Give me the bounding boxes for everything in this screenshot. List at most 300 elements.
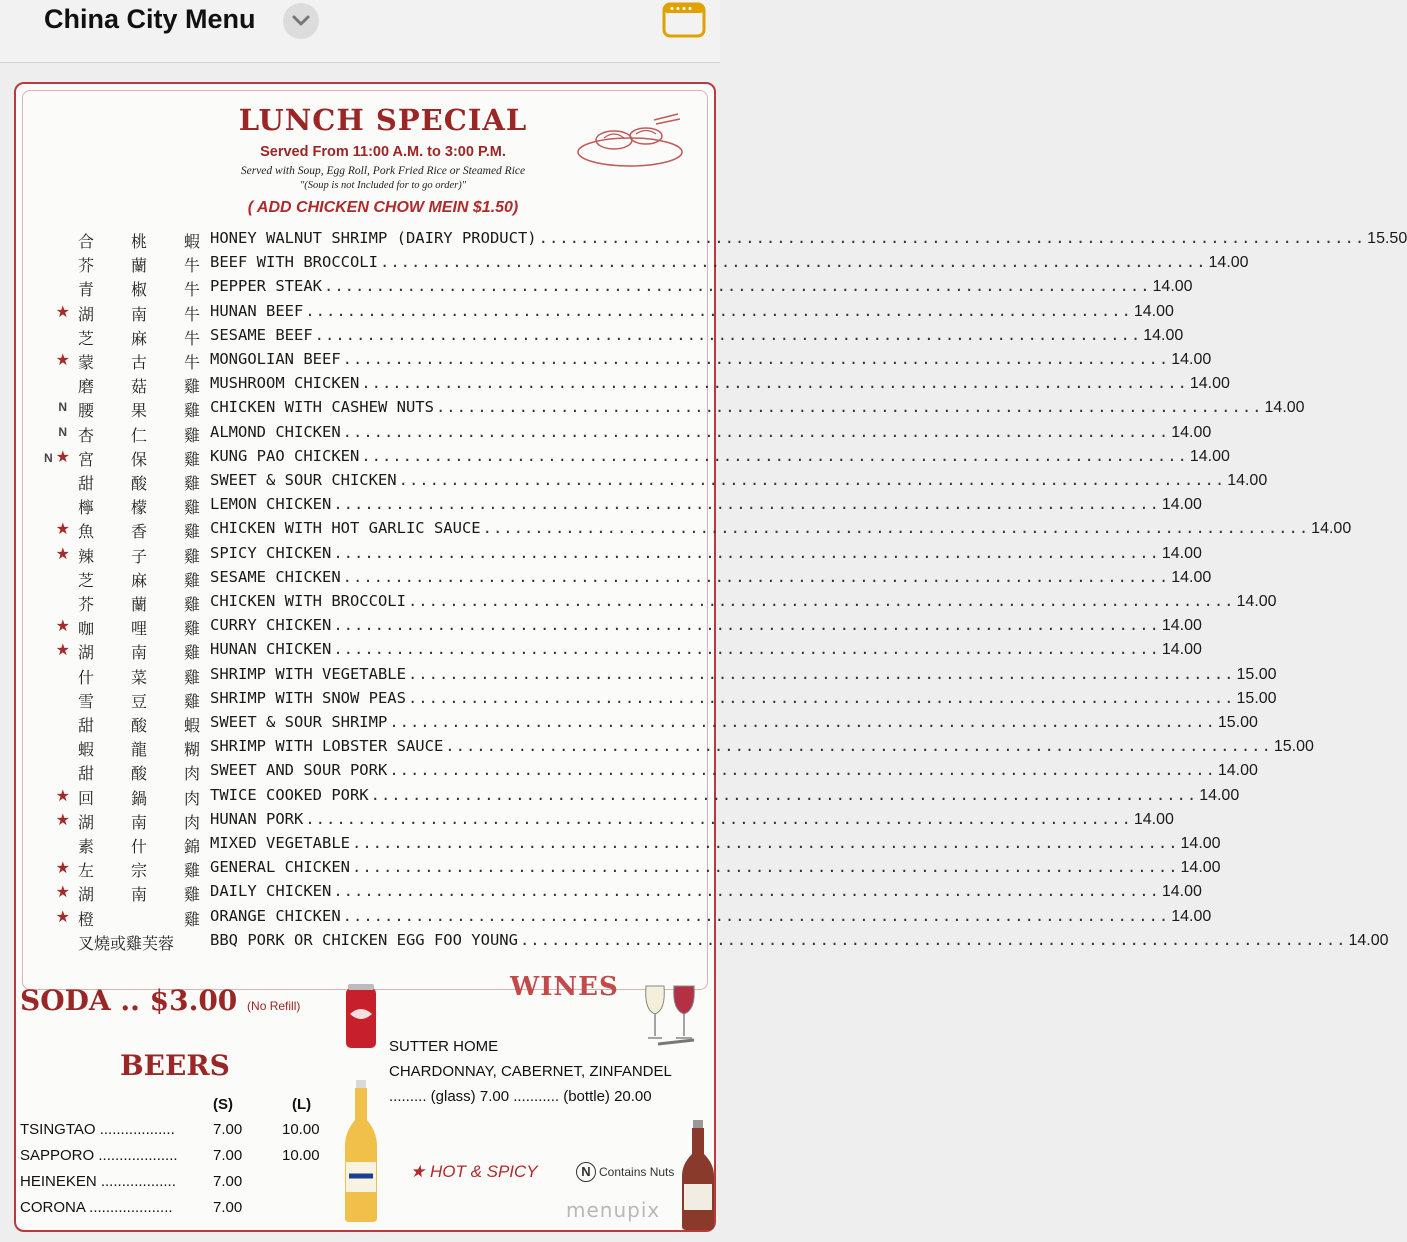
beer-large-price: 10.00 (282, 1147, 320, 1164)
item-price: 14.00 (1143, 326, 1184, 344)
hot-spicy-star-icon: ★ (55, 618, 70, 636)
chinese-char: 甜 (78, 716, 95, 735)
leader-dots: ................................................................................ (333, 640, 1160, 659)
soda-can-icon (344, 984, 378, 1050)
menu-item-row (0, 277, 1193, 301)
item-name: MUSHROOM CHICKEN (210, 374, 360, 393)
app-header (0, 0, 720, 63)
hot-spicy-star-icon: ★ (55, 642, 70, 660)
dining-illustration-icon (574, 110, 686, 170)
item-marker (22, 423, 70, 441)
chinese-char: 龍 (130, 740, 147, 760)
leader-dots: ................................................................................ (407, 592, 1235, 610)
item-price: 14.00 (1189, 375, 1230, 393)
hot-spicy-legend: ★ HOT & SPICY (410, 1162, 538, 1181)
chinese-char: 麻 (130, 570, 147, 590)
item-name: GENERAL CHICKEN (210, 858, 350, 877)
menu-item-row (0, 253, 1249, 277)
nuts-icon: N (576, 1162, 596, 1182)
item-chinese-name (78, 786, 200, 809)
chinese-char: 芝 (78, 328, 95, 348)
hot-spicy-star-icon: ★ (55, 884, 70, 902)
item-name: HUNAN PORK (210, 809, 304, 828)
chinese-char: 甜 (78, 764, 95, 784)
title-dropdown-button[interactable] (283, 3, 319, 39)
chinese-char: 什 (130, 837, 147, 856)
menu-item-row (0, 809, 1174, 834)
chinese-char: 保 (130, 449, 147, 469)
item-name: ALMOND CHICKEN (210, 422, 341, 441)
item-chinese-name (78, 544, 200, 567)
chinese-char: 蘭 (130, 595, 147, 614)
chinese-char: 酸 (130, 716, 147, 735)
wines-title: WINES (510, 972, 619, 1002)
chinese-char: 古 (130, 353, 147, 372)
item-price: 15.00 (1273, 738, 1314, 756)
item-line (210, 713, 1258, 732)
served-hours: Served From 11:00 A.M. to 3:00 P.M. (260, 144, 506, 160)
chinese-char: 回 (78, 788, 95, 808)
item-price: 14.00 (1180, 835, 1221, 852)
chinese-char: 雞 (183, 619, 200, 639)
chinese-char: 素 (78, 837, 95, 856)
chinese-char: 芥 (78, 595, 95, 614)
chinese-char: 肉 (183, 788, 200, 808)
item-chinese-name (78, 350, 200, 373)
beer-row (20, 1121, 340, 1147)
chinese-char: 蘭 (130, 256, 147, 276)
item-line (210, 543, 1202, 563)
item-line (210, 592, 1277, 611)
item-marker (22, 616, 70, 636)
chinese-char: 杏 (78, 425, 95, 445)
item-name: HONEY WALNUT SHRIMP (DAIRY PRODUCT) (210, 229, 537, 247)
chinese-char: 湖 (78, 304, 95, 324)
item-name: LEMON CHICKEN (210, 495, 332, 514)
chinese-char: 牛 (183, 280, 200, 300)
item-chinese-name (78, 858, 200, 881)
chinese-char: 宮 (78, 449, 95, 469)
chinese-char: 哩 (130, 619, 147, 639)
item-name: ORANGE CHICKEN (210, 906, 341, 925)
item-name: SWEET & SOUR SHRIMP (210, 713, 388, 731)
menu-item-row (0, 471, 1268, 495)
chinese-char: 雞 (183, 425, 200, 445)
beer-large-price: 10.00 (282, 1121, 320, 1138)
beer-name: SAPPORO ................... (20, 1147, 178, 1164)
leader-dots: ................................................................................ (379, 253, 1207, 272)
item-line (210, 325, 1184, 345)
menu-item-row (0, 543, 1202, 568)
leader-dots: ................................................................................ (389, 761, 1216, 780)
wine-glasses-icon (638, 980, 706, 1052)
chinese-char: 雞 (183, 474, 200, 493)
chinese-char: 桃 (130, 232, 147, 251)
item-chinese-name (78, 302, 200, 325)
chinese-char: 芝 (78, 570, 95, 590)
chinese-char: 辣 (78, 546, 95, 566)
item-price: 14.00 (1208, 254, 1249, 272)
item-price: 14.00 (1171, 568, 1212, 586)
nuts-marker: N (58, 424, 67, 439)
item-name: SHRIMP WITH VEGETABLE (210, 664, 406, 683)
item-line (210, 567, 1212, 587)
item-line (210, 809, 1174, 829)
menu-item-row (0, 374, 1230, 398)
chinese-char: 湖 (78, 885, 95, 905)
leader-dots: ................................................................................ (333, 495, 1160, 514)
item-line (210, 277, 1193, 296)
item-name: MIXED VEGETABLE (210, 834, 350, 852)
leader-dots: ................................................................................ (323, 277, 1151, 296)
item-line (210, 519, 1352, 538)
chinese-char: 酸 (130, 474, 147, 493)
menu-item-row (0, 688, 1277, 713)
item-name: SESAME BEEF (210, 325, 313, 344)
item-line (210, 834, 1221, 853)
chinese-char: 橙 (78, 909, 95, 929)
item-line (210, 422, 1212, 442)
item-line (210, 398, 1305, 417)
item-price: 14.00 (1189, 447, 1230, 465)
item-line (210, 471, 1268, 490)
chinese-char: 合 (78, 232, 95, 251)
item-chinese-name (78, 277, 200, 300)
item-name: CHICKEN WITH HOT GARLIC SAUCE (210, 519, 481, 538)
item-line (210, 229, 1407, 248)
item-marker (22, 447, 70, 467)
chinese-char: 雞 (183, 885, 200, 905)
beer-name: HEINEKEN .................. (20, 1173, 176, 1190)
chinese-char: 雞 (183, 377, 200, 397)
served-with-note: Served with Soup, Egg Roll, Pork Fried Rice or Steamed Rice (240, 165, 526, 177)
item-name: TWICE COOKED PORK (210, 785, 369, 804)
chinese-char: 咖 (78, 619, 95, 639)
leader-dots: ................................................................................ (333, 616, 1160, 635)
item-price: 14.00 (1133, 810, 1174, 828)
wine-prices: ......... (glass) 7.00 ........... (bottle) 20.00 (389, 1088, 652, 1105)
item-line (210, 350, 1212, 369)
item-chinese-name (78, 253, 200, 276)
item-chinese-name (78, 471, 200, 494)
item-marker (22, 519, 70, 539)
menu-item-row (0, 495, 1202, 519)
item-price: 14.00 (1171, 423, 1212, 441)
item-line (210, 785, 1240, 805)
beer-small-header: (S) (213, 1096, 233, 1113)
item-marker (22, 350, 70, 370)
chinese-char: 豆 (130, 691, 147, 711)
chinese-char: 子 (130, 546, 147, 566)
item-name: SWEET AND SOUR PORK (210, 761, 388, 780)
chinese-char: 南 (130, 304, 147, 324)
leader-dots: ................................................................................ (538, 229, 1366, 247)
item-chinese-name (78, 423, 200, 446)
chinese-char: 雞 (183, 691, 200, 711)
chinese-char: 叉燒或雞芙蓉 (78, 933, 175, 953)
item-price: 14.00 (1180, 859, 1221, 877)
item-marker (22, 398, 70, 416)
nuts-marker: N (58, 400, 67, 415)
chinese-char: 雞 (183, 595, 200, 614)
item-price: 15.50 (1367, 230, 1407, 247)
soda-price (20, 984, 300, 1017)
chinese-char: 什 (78, 667, 95, 687)
item-price: 14.00 (1227, 472, 1268, 489)
beer-row (20, 1173, 340, 1199)
item-line (210, 737, 1314, 756)
item-line (210, 882, 1202, 901)
item-marker (22, 907, 70, 927)
chinese-char: 錦 (183, 837, 200, 856)
item-chinese-name (78, 810, 200, 833)
chinese-char: 糊 (183, 740, 200, 760)
chinese-char: 宗 (130, 861, 147, 881)
chinese-char: 雞 (183, 449, 200, 469)
chinese-char: 雞 (183, 522, 200, 542)
item-name: MONGOLIAN BEEF (210, 350, 341, 368)
item-name: BEEF WITH BROCCOLI (210, 253, 378, 272)
menu-item-row (0, 301, 1174, 326)
item-name: SPICY CHICKEN (210, 543, 332, 562)
item-line (210, 664, 1277, 684)
item-name: CHICKEN WITH BROCCOLI (210, 592, 406, 610)
hot-spicy-star-icon: ★ (55, 521, 70, 539)
beer-bottle-icon (343, 1080, 379, 1222)
leader-dots: ................................................................................ (435, 398, 1263, 417)
contains-nuts-legend (576, 1162, 674, 1182)
menu-item-row (0, 519, 1352, 543)
watermark: menupix (566, 1198, 661, 1222)
chinese-char: 雞 (183, 546, 200, 566)
item-price: 15.00 (1236, 689, 1277, 707)
item-price: 14.00 (1161, 641, 1202, 659)
menu-item-row (0, 906, 1212, 931)
leader-dots: ................................................................................ (519, 930, 1347, 949)
item-line (210, 616, 1202, 635)
item-chinese-name (78, 568, 200, 591)
nuts-marker: N (43, 450, 53, 465)
beers-title: BEERS (120, 1049, 230, 1082)
item-price: 15.00 (1217, 714, 1258, 731)
item-name: HUNAN CHICKEN (210, 640, 332, 659)
item-line (210, 301, 1174, 321)
chinese-char: 雞 (183, 667, 200, 687)
wine-varieties: CHARDONNAY, CABERNET, ZINFANDEL (389, 1063, 672, 1080)
leader-dots: ................................................................................ (398, 471, 1226, 489)
item-line (210, 374, 1230, 393)
chinese-char: 香 (130, 522, 147, 542)
chinese-char: 酸 (130, 764, 147, 784)
item-name: SWEET & SOUR CHICKEN (210, 471, 397, 489)
page-title: China City Menu (44, 4, 256, 34)
item-line (210, 688, 1277, 708)
chinese-char: 青 (78, 280, 95, 300)
hot-spicy-star-icon: ★ (55, 908, 70, 926)
item-chinese-name (78, 882, 200, 905)
item-marker (22, 858, 70, 878)
chinese-char: 魚 (78, 522, 95, 542)
chinese-char: 南 (130, 885, 147, 905)
leader-dots: ................................................................................ (482, 519, 1310, 538)
item-price: 14.00 (1264, 399, 1305, 417)
chinese-char: 鍋 (130, 788, 147, 808)
chinese-char: 南 (130, 643, 147, 663)
item-chinese-name (78, 665, 200, 688)
item-chinese-name (78, 834, 200, 857)
hot-spicy-star-icon: ★ (55, 545, 70, 563)
chinese-char: 蝦 (78, 740, 95, 760)
leader-dots: ................................................................................ (342, 906, 1170, 925)
menu-item-row (0, 592, 1277, 616)
menu-item-row (0, 737, 1314, 761)
menu-item-row (0, 350, 1212, 374)
item-name: PEPPER STEAK (210, 277, 322, 296)
menu-item-row (0, 229, 1407, 253)
item-line (210, 253, 1249, 272)
menu-item-row (0, 616, 1202, 640)
item-line (210, 761, 1258, 780)
lunch-special-title: LUNCH SPECIAL (238, 103, 528, 137)
chinese-char: 牛 (183, 256, 200, 276)
leader-dots: ................................................................................ (342, 567, 1170, 586)
beer-small-price: 7.00 (213, 1147, 243, 1164)
add-chow-mein-note: ( ADD CHICKEN CHOW MEIN $1.50) (247, 199, 519, 216)
chinese-char: 蒙 (78, 353, 95, 372)
beer-row (20, 1199, 340, 1225)
beer-small-price: 7.00 (213, 1121, 243, 1138)
item-line (210, 906, 1212, 926)
item-price: 14.00 (1311, 520, 1352, 538)
item-line (210, 640, 1202, 659)
item-line (210, 930, 1389, 950)
menu-item-row (0, 664, 1277, 689)
leader-dots: ................................................................................ (314, 325, 1142, 344)
item-price: 14.00 (1217, 762, 1258, 780)
soda-label: SODA .. $3.00 (20, 984, 238, 1017)
beer-name: CORONA .................... (20, 1199, 173, 1216)
item-price: 14.00 (1161, 496, 1202, 514)
item-marker (22, 810, 70, 830)
item-price: 14.00 (1161, 883, 1202, 901)
menu-item-row (0, 567, 1212, 592)
item-line (210, 495, 1202, 514)
item-price: 14.00 (1199, 786, 1240, 804)
item-chinese-name (78, 640, 200, 663)
item-name: CHICKEN WITH CASHEW NUTS (210, 398, 434, 417)
leader-dots: ................................................................................ (333, 882, 1160, 901)
chinese-char: 甜 (78, 474, 95, 493)
item-price: 14.00 (1161, 617, 1202, 635)
leader-dots: ................................................................................ (305, 301, 1132, 320)
item-name: CURRY CHICKEN (210, 616, 332, 635)
menu-item-row (0, 785, 1240, 810)
leader-dots: ................................................................................ (351, 834, 1179, 852)
leader-dots: ................................................................................ (305, 809, 1132, 828)
item-chinese-name (78, 398, 200, 421)
leader-dots: ................................................................................ (407, 664, 1235, 683)
menu-item-row (0, 398, 1305, 422)
hot-spicy-star-icon: ★ (55, 811, 70, 829)
leader-dots: ................................................................................ (389, 713, 1216, 731)
menu-item-row (0, 446, 1230, 471)
reader-view-icon[interactable] (662, 2, 706, 38)
item-line (210, 446, 1230, 466)
item-price: 14.00 (1152, 278, 1193, 296)
hot-spicy-star-icon: ★ (55, 352, 70, 369)
item-name: KUNG PAO CHICKEN (210, 446, 360, 465)
item-marker (22, 640, 70, 660)
item-name: DAILY CHICKEN (210, 882, 332, 901)
leader-dots: ................................................................................ (361, 446, 1188, 465)
leader-dots: ................................................................................ (445, 737, 1272, 756)
hot-spicy-star-icon: ★ (55, 787, 70, 805)
item-chinese-name (78, 616, 200, 639)
chinese-char: 麻 (130, 328, 147, 348)
chinese-char: 磨 (78, 377, 95, 397)
menu-item-row (0, 422, 1212, 447)
chinese-char: 雞 (183, 861, 200, 881)
soup-note: "(Soup is not Included for to go order)" (299, 180, 467, 191)
beer-row (20, 1147, 340, 1173)
item-price: 14.00 (1171, 907, 1212, 925)
beer-large-header: (L) (292, 1096, 312, 1113)
item-chinese-name (78, 761, 200, 784)
item-name: SESAME CHICKEN (210, 567, 341, 586)
menu-item-row (0, 640, 1202, 664)
item-chinese-name (78, 447, 200, 470)
beer-small-price: 7.00 (213, 1173, 243, 1190)
item-line (210, 858, 1221, 877)
menu-item-row (0, 930, 1389, 955)
chinese-char: 果 (130, 401, 147, 421)
leader-dots: ................................................................................ (370, 785, 1198, 804)
chinese-char: 湖 (78, 812, 95, 832)
menu-item-row (0, 882, 1202, 906)
item-name: SHRIMP WITH LOBSTER SAUCE (210, 737, 444, 756)
item-chinese-name (78, 689, 200, 712)
chevron-down-icon (292, 15, 310, 27)
chinese-char: 檸 (78, 498, 95, 518)
item-name: BBQ PORK OR CHICKEN EGG FOO YOUNG (210, 930, 518, 949)
item-chinese-name (78, 229, 200, 252)
item-chinese-name (78, 713, 200, 736)
chinese-char: 仁 (130, 425, 147, 445)
item-price: 14.00 (1171, 351, 1212, 368)
chinese-char: 菜 (130, 667, 147, 687)
chinese-char: 左 (78, 861, 95, 881)
chinese-char: 雞 (183, 401, 200, 421)
item-name: HUNAN BEEF (210, 301, 304, 320)
chinese-char: 牛 (183, 328, 200, 348)
item-price: 14.00 (1161, 544, 1202, 562)
menu-item-row (0, 834, 1221, 858)
beer-bottle-icon (680, 1120, 716, 1230)
item-marker (22, 786, 70, 806)
chinese-char: 椒 (130, 280, 147, 300)
item-price: 14.00 (1236, 593, 1277, 610)
chinese-char: 肉 (183, 812, 200, 832)
item-marker (22, 302, 70, 322)
chinese-char: 雞 (183, 643, 200, 663)
chinese-char: 芥 (78, 256, 95, 276)
leader-dots: ................................................................................ (342, 350, 1170, 368)
chinese-char: 牛 (183, 304, 200, 324)
chinese-char: 蝦 (183, 232, 200, 251)
leader-dots: ................................................................................ (361, 374, 1188, 393)
item-chinese-name (78, 592, 200, 615)
wine-brand: SUTTER HOME (389, 1038, 499, 1055)
